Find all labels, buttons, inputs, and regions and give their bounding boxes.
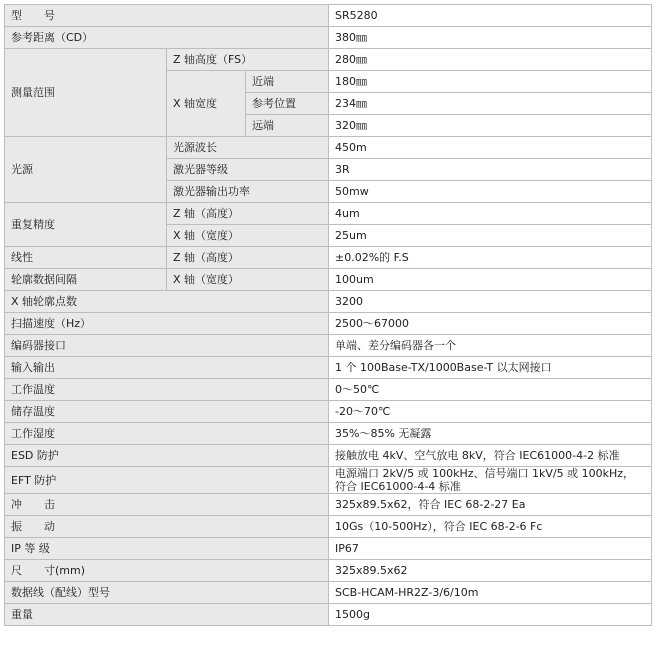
value-model: SR5280	[329, 5, 652, 27]
label-z-height: Z 轴高度（FS）	[167, 49, 329, 71]
value-eft-line1: 电源端口 2kV/5 或 100kHz、信号端口 1kV/5 或 100kHz，	[335, 467, 634, 480]
value-ip: IP67	[329, 538, 652, 560]
table-row	[5, 357, 652, 379]
value-storage-temp: -20～70℃	[329, 401, 652, 423]
label-profile-interval: 轮廓数据间隔	[5, 269, 167, 291]
table-row	[5, 49, 652, 71]
table-row	[5, 137, 652, 159]
label-linearity: 线性	[5, 247, 167, 269]
value-encoder: 单端、差分编码器各一个	[329, 335, 652, 357]
label-ref-position: 参考位置	[246, 93, 329, 115]
table-row	[5, 604, 652, 626]
value-cable: SCB-HCAM-HR2Z-3/6/10m	[329, 582, 652, 604]
value-linearity: ±0.02%的 F.S	[329, 247, 652, 269]
label-repeat: 重复精度	[5, 203, 167, 247]
value-io: 1 个 100Base-TX/1000Base-T 以太网接口	[329, 357, 652, 379]
table-row	[5, 582, 652, 604]
table-row	[5, 467, 652, 494]
label-weight: 重量	[5, 604, 329, 626]
value-ref-position: 234㎜	[329, 93, 652, 115]
value-weight: 1500g	[329, 604, 652, 626]
spec-table	[4, 4, 652, 626]
label-ref-distance: 参考距离（CD）	[5, 27, 329, 49]
value-laser-class: 3R	[329, 159, 652, 181]
value-profile-points: 3200	[329, 291, 652, 313]
value-profile-interval: 100um	[329, 269, 652, 291]
table-row	[5, 401, 652, 423]
value-z-height: 280㎜	[329, 49, 652, 71]
label-cable: 数据线（配线）型号	[5, 582, 329, 604]
label-wavelength: 光源波长	[167, 137, 329, 159]
table-row	[5, 560, 652, 582]
label-io: 输入输出	[5, 357, 329, 379]
label-near: 近端	[246, 71, 329, 93]
label-laser-power: 激光器输出功率	[167, 181, 329, 203]
label-profile-points: X 轴轮廓点数	[5, 291, 329, 313]
value-near: 180㎜	[329, 71, 652, 93]
value-shock: 325x89.5x62，符合 IEC 68-2-27 Ea	[329, 494, 652, 516]
table-row	[5, 423, 652, 445]
label-model: 型 号	[5, 5, 329, 27]
label-eft: EFT 防护	[5, 467, 329, 494]
label-profile-interval-axis: X 轴（宽度）	[167, 269, 329, 291]
value-far: 320㎜	[329, 115, 652, 137]
value-humidity: 35%～85% 无凝露	[329, 423, 652, 445]
label-humidity: 工作湿度	[5, 423, 329, 445]
table-row	[5, 445, 652, 467]
value-vibration: 10Gs（10-500Hz），符合 IEC 68-2-6 Fc	[329, 516, 652, 538]
value-esd: 接触放电 4kV、空气放电 8kV，符合 IEC61000-4-2 标准	[329, 445, 652, 467]
label-shock: 冲 击	[5, 494, 329, 516]
label-light: 光源	[5, 137, 167, 203]
table-row	[5, 538, 652, 560]
label-repeat-x: X 轴（宽度）	[167, 225, 329, 247]
table-row	[5, 247, 652, 269]
table-row	[5, 379, 652, 401]
label-x-width: X 轴宽度	[167, 71, 246, 137]
label-laser-class: 激光器等级	[167, 159, 329, 181]
table-row	[5, 335, 652, 357]
value-size: 325x89.5x62	[329, 560, 652, 582]
value-work-temp: 0～50℃	[329, 379, 652, 401]
label-esd: ESD 防护	[5, 445, 329, 467]
label-ip: IP 等 级	[5, 538, 329, 560]
label-linearity-axis: Z 轴（高度）	[167, 247, 329, 269]
table-row	[5, 494, 652, 516]
table-row	[5, 5, 652, 27]
label-work-temp: 工作温度	[5, 379, 329, 401]
value-repeat-x: 25um	[329, 225, 652, 247]
label-encoder: 编码器接口	[5, 335, 329, 357]
label-range: 测量范围	[5, 49, 167, 137]
value-wavelength: 450m	[329, 137, 652, 159]
table-row	[5, 291, 652, 313]
label-size: 尺 寸(mm)	[5, 560, 329, 582]
value-scan-speed: 2500～67000	[329, 313, 652, 335]
table-row	[5, 27, 652, 49]
table-row	[5, 203, 652, 225]
label-far: 远端	[246, 115, 329, 137]
table-row	[5, 313, 652, 335]
table-row	[5, 516, 652, 538]
label-storage-temp: 储存温度	[5, 401, 329, 423]
value-laser-power: 50mw	[329, 181, 652, 203]
value-ref-distance: 380㎜	[329, 27, 652, 49]
label-repeat-z: Z 轴（高度）	[167, 203, 329, 225]
value-repeat-z: 4um	[329, 203, 652, 225]
value-eft-line2: 符合 IEC61000-4-4 标准	[335, 480, 461, 493]
label-scan-speed: 扫描速度（Hz）	[5, 313, 329, 335]
table-row	[5, 269, 652, 291]
value-eft	[329, 467, 652, 494]
label-vibration: 振 动	[5, 516, 329, 538]
